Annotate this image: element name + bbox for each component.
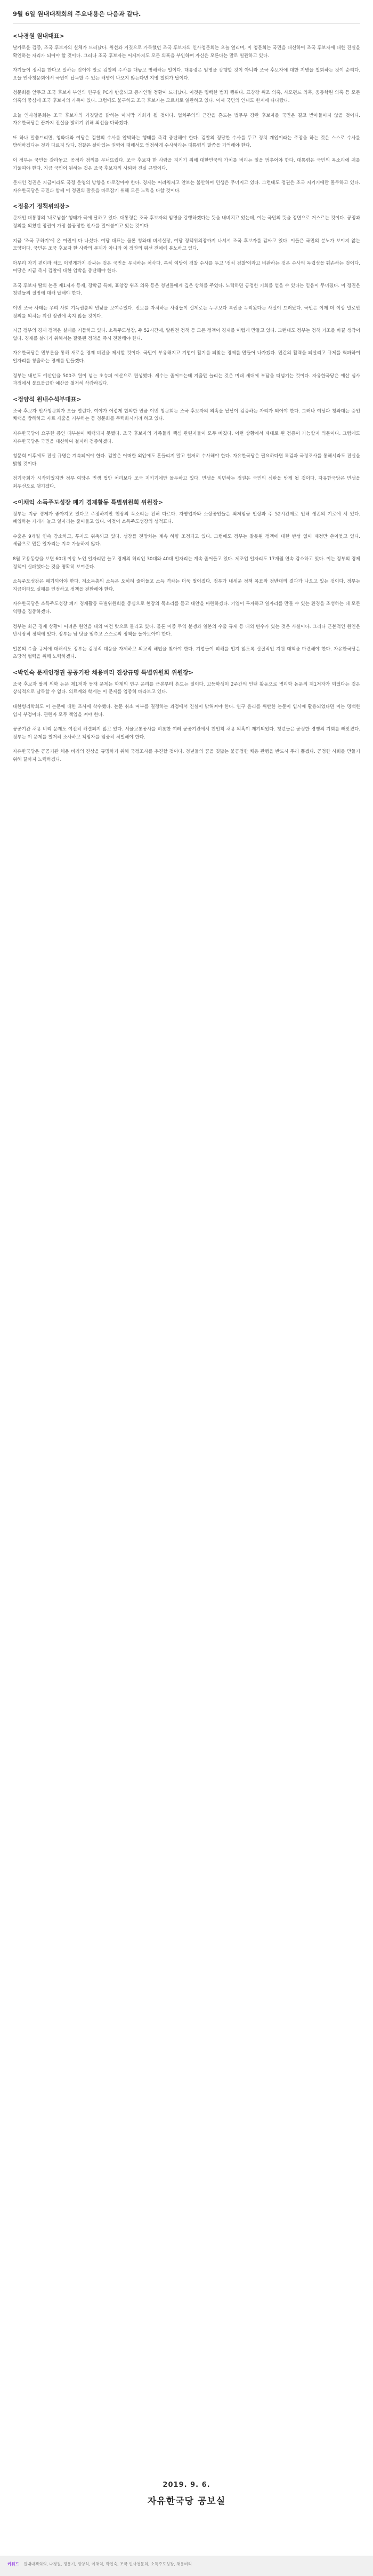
body-paragraph: 소득주도성장은 폐기되어야 한다. 저소득층의 소득은 오히려 줄어들고 소득 격차는 더욱 벌어졌다. 정부가 내세운 정책 목표와 정반대의 결과가 나오고 있는 것이다. 정부는 지금이라도 실패를 인정하고 정책을 전환해야 한다. [13, 579, 360, 592]
body-paragraph: 정부는 지금 경제가 좋아지고 있다고 주장하지만 현장의 목소리는 전혀 다르다. 자영업자와 소상공인들은 최저임금 인상과 주 52시간제로 인해 생존의 기로에 서 있다. 폐업하는 가게가 늘고 일자리는 줄어들고 있다. 이것이 소득주도성장의 성적표다. [13, 511, 360, 525]
body-paragraph: 공공기관 채용 비리 문제도 여전히 해결되지 않고 있다. 서울교통공사를 비롯한 여러 공공기관에서 친인척 채용 의혹이 제기되었다. 청년들은 공정한 경쟁의 기회를 빼앗겼다. 정부는 이 문제를 철저히 조사하고 책임자를 엄중히 처벌해야 한다. [13, 727, 360, 740]
body-paragraph: 날카로운 검증, 조국 후보자의 실체가 드러났다. 위선과 거짓으로 가득했던 조국 후보자의 인사청문회는 오늘 열리며, 이 청문회는 국민을 대신하여 조국 후보자에 대한 진실을 확인하는 자리가 되어야 할 것이다. 그러나 조국 후보자는 어제까지도 모든 의혹을 부인하며 자신은 모른다는 말로 일관하고 있다. [13, 45, 360, 59]
section-title: <박인숙 문재인정권 공공기관 채용비리 진상규명 특별위원회 위원장> [13, 669, 193, 676]
body-paragraph: 청문회를 앞두고 조국 후보자 부인의 연구실 PC가 반출되고 증거인멸 정황이 드러났다. 이것은 명백한 범죄 행위다. 표창장 위조 의혹, 사모펀드 의혹, 웅동학원 의혹 등 모든 의혹의 중심에 조국 후보자의 가족이 있다. 그럼에도 불구하고 조국 후보자는 모르쇠로 일관하고 있다. 이제 국민의 인내도 한계에 다다랐다. [13, 90, 360, 104]
body-paragraph: 정부는 내년도 예산안을 500조 원이 넘는 초슈퍼 예산으로 편성했다. 세수는 줄어드는데 지출만 늘리는 것은 미래 세대에 부담을 떠넘기는 것이다. 자유한국당은 예산 심사 과정에서 불요불급한 예산을 철저히 삭감하겠다. [13, 373, 360, 387]
section-title: <나경원 원내대표> [13, 33, 64, 39]
body-paragraph: 일본의 수출 규제에 대해서도 정부는 감정적 대응을 자제하고 외교적 해법을 찾아야 한다. 기업들이 피해를 입지 않도록 실질적인 지원 대책을 마련해야 한다. 자유한국당은 초당적 협력을 위해 노력하겠다. [13, 646, 360, 660]
body-paragraph: 자유한국당은 민부론을 통해 새로운 경제 비전을 제시할 것이다. 국민이 부유해지고 기업이 활기를 되찾는 경제를 만들어 나가겠다. 민간의 활력을 되살리고 규제를 혁파하여 일자리를 창출하는 경제를 만들겠다. [13, 351, 360, 364]
body-paragraph: 이번 조국 사태는 우리 사회 기득권층의 민낯을 보여주었다. 진보를 자처하는 사람들이 실제로는 누구보다 특권을 누려왔다는 사실이 드러났다. 국민은 이제 더 이상 말로만 정의를 외치는 위선 정권에 속지 않을 것이다. [13, 306, 360, 319]
signature-block [0, 2481, 373, 2507]
body-paragraph: 이 정부는 국민을 갈라놓고, 공정과 정의를 무너뜨렸다. 조국 후보자 한 사람을 지키기 위해 대한민국의 가치를 버리는 일을 멈추어야 한다. 대통령은 국민의 목소리에 귀를 기울여야 한다. 지금 국민이 원하는 것은 조국 후보자의 사퇴와 진실 규명이다. [13, 157, 360, 171]
body-paragraph: 자유한국당은 소득주도성장 폐기 경제활동 특별위원회를 중심으로 현장의 목소리를 듣고 대안을 마련하겠다. 기업이 투자하고 일자리를 만들 수 있는 환경을 조성하는 데 모든 역량을 집중하겠다. [13, 601, 360, 615]
body-paragraph: 조국 후보자 딸의 논문 제1저자 등재, 장학금 특혜, 표창장 위조 의혹 등은 청년들에게 깊은 상처를 주었다. 노력하면 공정한 기회를 얻을 수 있다는 믿음이 무너졌다. 이 정권은 청년들의 절망에 대해 답해야 한다. [13, 283, 360, 297]
body-paragraph: 정부는 최근 경제 상황이 어려운 원인을 대외 여건 탓으로 돌리고 있다. 물론 미중 무역 분쟁과 일본의 수출 규제 등 대외 변수가 있는 것은 사실이다. 그러나 근본적인 원인은 반시장적 정책에 있다. 정부는 남 탓을 멈추고 스스로의 정책을 돌아보아야 한다. [13, 624, 360, 638]
sections-container [13, 31, 360, 764]
organization-name: 자유한국당 공보실 [147, 2496, 226, 2507]
section [13, 668, 360, 764]
body-paragraph: 조국 후보자 딸의 의학 논문 제1저자 등재 문제는 학계의 연구 윤리를 근본부터 흔드는 일이다. 고등학생이 2주간의 인턴 활동으로 병리학 논문의 제1저자가 되었다는 것은 상식적으로 납득할 수 없다. 의료계와 학계는 이 문제를 엄중히 바라보고 있다. [13, 681, 360, 695]
headline: 9월 6일 원내대책회의 주요내용은 다음과 같다. [13, 10, 141, 18]
body-paragraph: 조국 후보자 인사청문회가 오늘 열린다. 여야가 어렵게 합의한 만큼 이번 청문회는 조국 후보자의 의혹을 낱낱이 검증하는 자리가 되어야 한다. 그러나 여당과 청와대는 증인 채택을 방해하고 자료 제출을 거부하는 등 청문회를 무력화시키려 하고 있다. [13, 408, 360, 422]
section [13, 395, 360, 491]
divider [13, 23, 360, 24]
body-paragraph: 자유한국당이 요구한 증인 대부분이 채택되지 못했다. 조국 후보자의 가족들과 핵심 관련자들이 모두 빠졌다. 이런 상황에서 제대로 된 검증이 가능할지 의문이다. 그럼에도 자유한국당은 국민을 대신하여 철저히 검증하겠다. [13, 431, 360, 444]
body-paragraph: 수출은 9개월 연속 감소하고, 투자도 위축되고 있다. 성장률 전망치는 계속 하향 조정되고 있다. 그럼에도 정부는 잘못된 정책에 대한 반성 없이 재정만 쏟아붓고 있다. 세금으로 만든 일자리는 지속 가능하지 않다. [13, 534, 360, 547]
body-paragraph: 문재인 정권은 지금이라도 국정 운영의 방향을 바로잡아야 한다. 경제는 어려워지고 안보는 불안하며 민생은 무너지고 있다. 그런데도 정권은 조국 지키기에만 몰두하고 있다. 자유한국당은 국민과 함께 이 정권의 잘못을 바로잡기 위해 모든 노력을 다할 것이다. [13, 180, 360, 194]
body-paragraph: 정기국회가 시작되었지만 정부 여당은 민생 법안 처리보다 조국 지키기에만 몰두하고 있다. 민생을 외면하는 정권은 국민의 심판을 받게 될 것이다. 자유한국당은 민생을 최우선으로 챙기겠다. [13, 476, 360, 489]
section-title: <이채익 소득주도성장 폐기 경제활동 특별위원회 위원장> [13, 498, 163, 506]
body-paragraph: 오늘 인사청문회는 조국 후보자의 거짓말을 밝히는 마지막 기회가 될 것이다. 법치주의의 근간을 흔드는 법무부 장관 후보자를 국민은 결코 받아들이지 않을 것이다. 자유한국당은 끝까지 진실을 밝히기 위해 최선을 다하겠다. [13, 113, 360, 126]
body-paragraph: 자기들이 정치를 한다고 말하는 것이야 말로 검찰의 수사를 대놓고 방해하는 일이다. 대통령은 임명을 강행할 것이 아니라 조국 후보자에 대한 지명을 철회하는 것이 순리다. 오늘 인사청문회에서 국민이 납득할 수 있는 해명이 나오지 않는다면 지명 철회가 답이다. [13, 68, 360, 81]
body-paragraph: 청문회 이후에도 진실 규명은 계속되어야 한다. 검찰은 어떠한 외압에도 흔들리지 말고 철저히 수사해야 한다. 자유한국당은 필요하다면 특검과 국정조사를 통해서라도 진실을 밝힐 것이다. [13, 454, 360, 467]
body-paragraph: 자유한국당은 공공기관 채용 비리의 진상을 규명하기 위해 국정조사를 추진할 것이다. 청년들의 꿈을 짓밟는 불공정한 채용 관행을 반드시 뿌리 뽑겠다. 공정한 사회를 만들기 위해 끝까지 노력하겠다. [13, 749, 360, 763]
section-title: <정용기 정책위의장> [13, 203, 70, 210]
section-title: <정양석 원내수석부대표> [13, 395, 82, 403]
body-paragraph: 아무리 자기 편이라 해도 이렇게까지 감싸는 것은 국민을 무시하는 처사다. 특히 여당이 검찰 수사를 두고 '정치 검찰'이라고 비판하는 것은 수사의 독립성을 훼손하는 것이다. 여당은 지금 즉시 검찰에 대한 압박을 중단해야 한다. [13, 260, 360, 274]
release-date: 2019. 9. 6. [163, 2481, 210, 2489]
body-paragraph: 대한병리학회도 이 논문에 대한 조사에 착수했다. 논문 취소 여부를 결정하는 과정에서 진실이 밝혀져야 한다. 연구 윤리를 위반한 논문이 입시에 활용되었다면 이는 명백한 입시 부정이다. 관련자 모두 책임을 져야 한다. [13, 704, 360, 718]
footer-bar [0, 2556, 373, 2576]
footer-label: 키워드 [7, 2562, 19, 2566]
section [13, 202, 360, 388]
section [13, 31, 360, 195]
section [13, 498, 360, 661]
body-paragraph: 지금 정부의 경제 정책은 실패를 거듭하고 있다. 소득주도성장, 주 52시간제, 탈원전 정책 등 모든 정책이 경제를 어렵게 만들고 있다. 그런데도 정부는 정책 기조를 바꿀 생각이 없다. 경제를 살리기 위해서는 잘못된 정책을 즉시 전환해야 한다. [13, 328, 360, 341]
body-paragraph: 문재인 대통령의 '내로남불' 행태가 극에 달하고 있다. 대통령은 조국 후보자의 임명을 강행하겠다는 뜻을 내비치고 있는데, 이는 국민의 뜻을 정면으로 거스르는 것이다. 공정과 정의를 외쳤던 정권이 가장 불공정한 인사를 밀어붙이고 있는 것이다. [13, 216, 360, 229]
body-paragraph: 8월 고용동향을 보면 60대 이상 노인 일자리만 늘고 경제의 허리인 30대와 40대 일자리는 계속 줄어들고 있다. 제조업 일자리도 17개월 연속 감소하고 있다. 이는 정부의 경제 정책이 실패했다는 것을 명확히 보여준다. [13, 556, 360, 570]
footer-text: 원내대책회의, 나경원, 정용기, 정양석, 이채익, 박인숙, 조국 인사청문회, 소득주도성장, 채용비리 [23, 2562, 192, 2566]
body-paragraph: 지금 '조국 구하기'에 온 여권이 다 나섰다. 여당 대표는 물론 청와대 비서실장, 여당 정책위의장까지 나서서 조국 후보자를 감싸고 있다. 이들은 국민의 분노가 보이지 않는 모양이다. 국민은 조국 후보자 한 사람의 문제가 아니라 이 정권의 위선 전체에 분노하고 있다. [13, 238, 360, 252]
body-paragraph: 또 하나 말씀드리면, 청와대와 여당은 검찰의 수사를 압박하는 행태를 즉각 중단해야 한다. 검찰의 정당한 수사를 두고 정치 개입이라는 주장을 하는 것은 스스로 수사를 방해하겠다는 것과 다르지 않다. 검찰은 살아있는 권력에 대해서도 엄정하게 수사하라는 대통령의 말씀을 기억해야 한다. [13, 135, 360, 149]
